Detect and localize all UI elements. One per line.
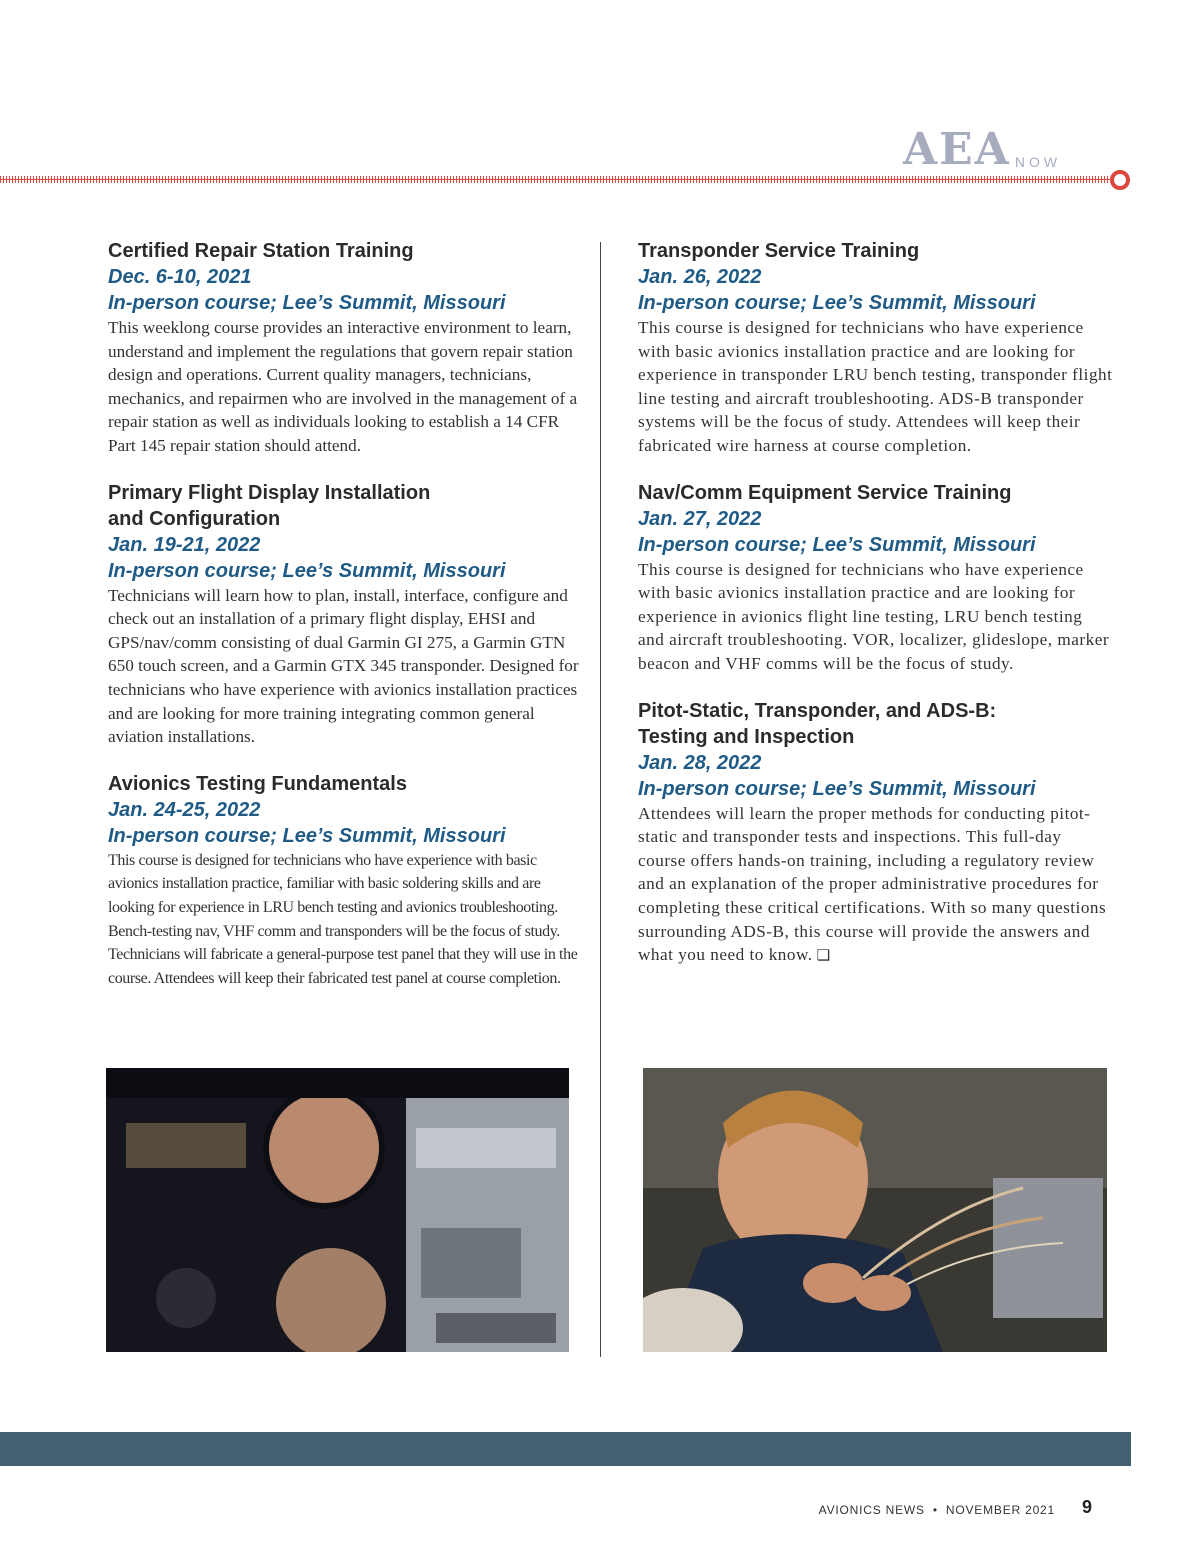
course-date: Jan. 24-25, 2022 bbox=[108, 798, 261, 821]
course-description: This course is designed for technicians who have experience with basic avionics installation practice and are looking for experience in transponder LRU bench testing, transponder flight line testing and aircraft troubleshooting. ADS-B transponder systems will be the focus of study. Attendees will keep their fabricated wire harness at course completion. bbox=[638, 318, 1113, 455]
course-description: This course is designed for technicians who have experience with basic avionics installation practice, familiar with basic soldering skills and are looking for experience in LRU bench testing and avionics troubleshooting. Bench-testing nav, VHF comm and transponders will be the focus of study. Technicians will fabricate a general-purpose test panel that they will use in the course. Attendees will keep their fabricated test panel at course completion. bbox=[108, 851, 578, 987]
header-rule-ring-icon bbox=[1110, 170, 1130, 190]
course-description: Technicians will learn how to plan, install, interface, configure and check out an installation of a primary flight display, EHSI and GPS/nav/comm consisting of dual Garmin GI 275, a Garmin GTN 650 touch screen, and a Garmin GTX 345 transponder. Designed for technicians who have experience with avionics installation practices and are looking for more training integrating common general aviation installations. bbox=[108, 585, 579, 747]
aea-now-logo bbox=[903, 124, 1062, 175]
footer-publication: AVIONICS NEWS bbox=[818, 1503, 925, 1517]
course-title: Avionics Testing Fundamentals bbox=[108, 772, 407, 795]
header-rule-line bbox=[0, 179, 1110, 180]
course-title-line2: and Configuration bbox=[108, 507, 281, 530]
course-primary-flight-display bbox=[108, 480, 583, 749]
photo-wiring-illustration bbox=[643, 1068, 1107, 1352]
course-location: In-person course; Lee’s Summit, Missouri bbox=[108, 559, 506, 582]
course-transponder-service bbox=[638, 238, 1113, 458]
photo-technician-stripping-wire bbox=[643, 1068, 1107, 1352]
footer-band bbox=[0, 1432, 1131, 1466]
course-location: In-person course; Lee’s Summit, Missouri bbox=[638, 533, 1036, 556]
left-column bbox=[108, 238, 583, 1012]
course-date: Dec. 6-10, 2021 bbox=[108, 266, 252, 288]
course-location: In-person course; Lee’s Summit, Missouri bbox=[108, 824, 506, 847]
course-pitot-static-ads-b bbox=[638, 698, 1113, 968]
course-date: Jan. 26, 2022 bbox=[638, 266, 762, 288]
logo-aea-text: AEA bbox=[903, 124, 1011, 175]
right-column bbox=[638, 238, 1113, 990]
course-date: Jan. 19-21, 2022 bbox=[108, 533, 261, 556]
course-title-line1: Pitot-Static, Transponder, and ADS-B: bbox=[638, 699, 997, 722]
course-certified-repair-station bbox=[108, 238, 583, 458]
course-title: Nav/Comm Equipment Service Training bbox=[638, 481, 1012, 504]
course-title: Certified Repair Station Training bbox=[108, 240, 414, 262]
course-location: In-person course; Lee’s Summit, Missouri bbox=[638, 777, 1036, 800]
course-nav-comm-service bbox=[638, 480, 1113, 676]
footer-bullet: • bbox=[932, 1503, 938, 1517]
page-number: 9 bbox=[1082, 1497, 1093, 1517]
course-description: This weeklong course provides an interactive environment to learn, understand and implement the regulations that govern repair station design and operations. Current quality managers, technicians, mechanics, and repairmen who are involved in the management of a repair station as well as individuals looking to establish a 14 CFR Part 145 repair station should attend. bbox=[108, 318, 578, 455]
photo-technician-testing-panel bbox=[106, 1068, 569, 1352]
course-description: This course is designed for technicians who have experience with basic avionics installation practice and are looking for experience in avionics flight line testing, LRU bench testing and aircraft troubleshooting. VOR, localizer, glideslope, marker beacon and VHF comms will be the focus of study. bbox=[638, 559, 1110, 673]
column-divider bbox=[600, 242, 601, 1357]
footer-issue: NOVEMBER 2021 bbox=[945, 1503, 1055, 1517]
course-title-line2: Testing and Inspection bbox=[638, 725, 855, 748]
course-description: Attendees will learn the proper methods for conducting pitot-static and transponder tests and inspections. This full-day course offers hands-on training, including a regulatory review and an explanation of the proper administrative procedures for completing these critical certifications. With so many questions surrounding ADS-B, this course will provide the answers and what you need to know. bbox=[638, 803, 1107, 965]
course-title-line1: Primary Flight Display Installation bbox=[108, 481, 431, 504]
course-date: Jan. 27, 2022 bbox=[638, 507, 762, 530]
course-title: Transponder Service Training bbox=[638, 240, 920, 262]
photo-panel-illustration bbox=[106, 1068, 569, 1352]
course-location: In-person course; Lee’s Summit, Missouri bbox=[108, 292, 506, 314]
footer-publication-line bbox=[819, 1503, 1055, 1517]
course-date: Jan. 28, 2022 bbox=[638, 751, 762, 774]
course-description-block bbox=[638, 802, 1113, 968]
course-avionics-testing-fundamentals bbox=[108, 771, 583, 991]
logo-now-text: NOW bbox=[1014, 154, 1062, 170]
end-of-article-icon: ❏ bbox=[816, 946, 831, 965]
course-location: In-person course; Lee’s Summit, Missouri bbox=[638, 292, 1036, 314]
